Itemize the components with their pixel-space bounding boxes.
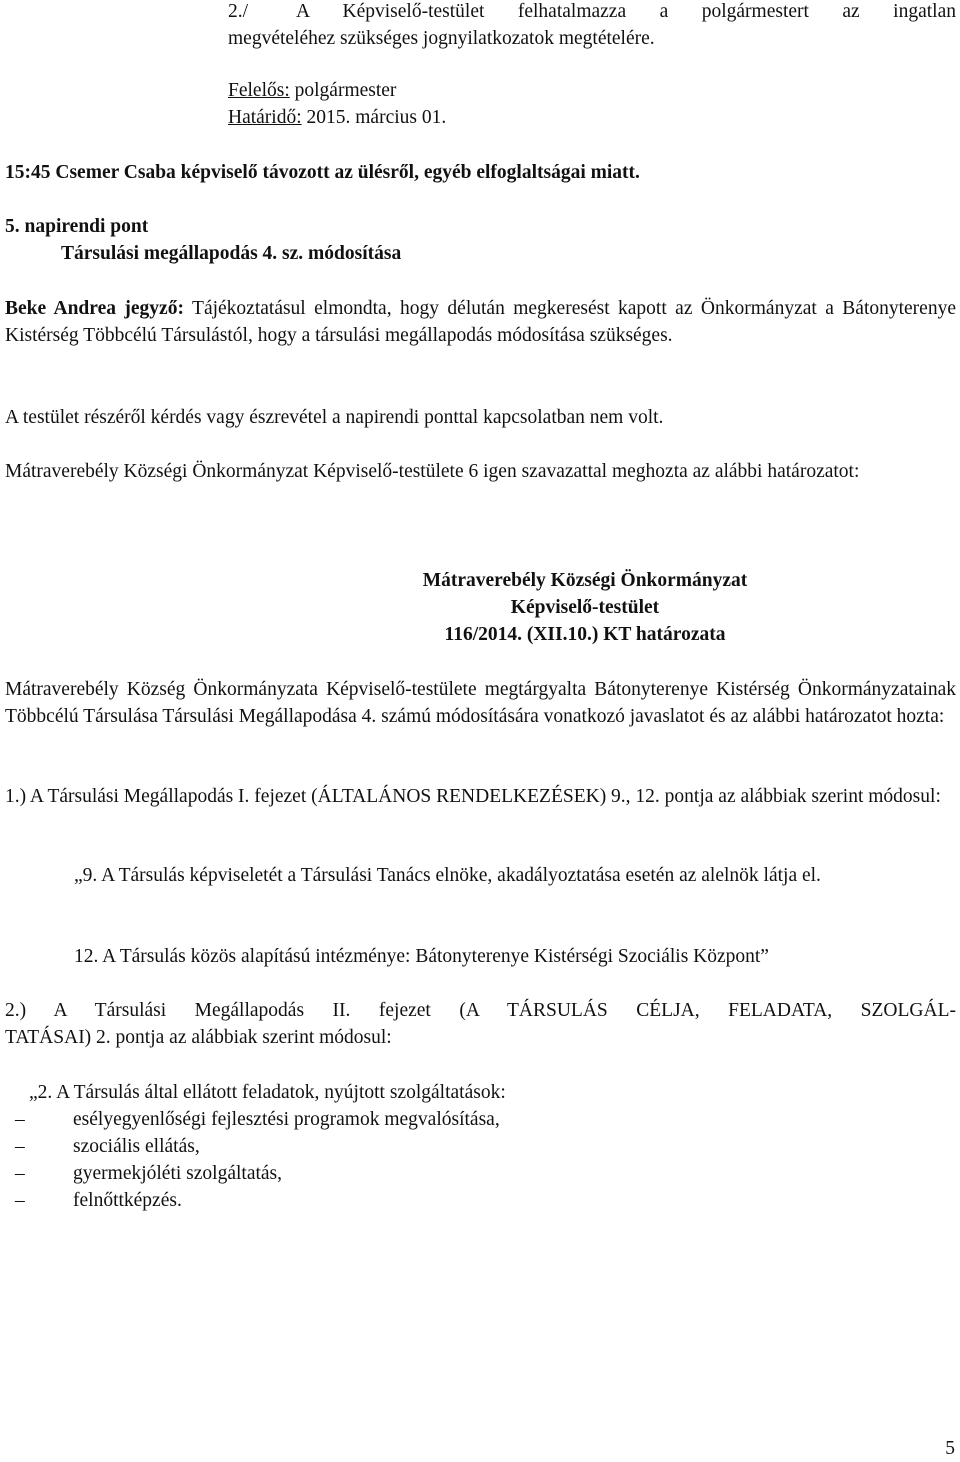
- responsible-deadline: [228, 77, 956, 131]
- agenda-number: 5. napirendi pont: [5, 216, 149, 237]
- task-item: – felnőttképzés.: [5, 1187, 956, 1214]
- quote-point-2-intro: „2. A Társulás által ellátott feladatok, nyújtott szolgáltatások:: [29, 1082, 506, 1103]
- resolution-intro: Mátraverebély Község Önkormányzata Képviselő-testülete megtárgyalta Bátonyterenye Kistérség Önkormányzatainak Többcélú Társulása Társulási Megállapodása 4. számú módosítására vonatkozó javaslatot és az alábbi határozatot hozta:: [5, 679, 956, 727]
- item2-line2: TATÁSAI) 2. pontja az alábbiak szerint módosul:: [5, 1027, 392, 1048]
- amendment-item-2: [5, 997, 956, 1051]
- agenda-title: Társulási megállapodás 4. sz. módosítása: [61, 243, 402, 264]
- departure-note: 15:45 Csemer Csaba képviselő távozott az ülésről, egyéb elfoglaltságai miatt.: [5, 162, 640, 183]
- quote-point-2: [29, 1079, 956, 1106]
- task-item: – gyermekjóléti szolgáltatás,: [5, 1160, 956, 1187]
- notary-statement: [5, 295, 956, 349]
- responsible-label: Felelős:: [228, 80, 290, 101]
- no-questions-note: A testület részéről kérdés vagy észrevétel a napirendi ponttal kapcsolatban nem volt.: [5, 407, 664, 428]
- agenda-item: [5, 213, 956, 267]
- responsible-value: polgármester: [294, 80, 397, 101]
- item1-text: 1.) A Társulási Megállapodás I. fejezet (ÁLTALÁNOS RENDELKEZÉSEK) 9., 12. pontja az alábbiak szerint módosul:: [5, 786, 941, 807]
- deadline-value: 2015. március 01.: [306, 107, 447, 128]
- amendment-item-1: [5, 783, 956, 810]
- deadline-label: Határidő:: [228, 107, 302, 128]
- resolution-header: [210, 567, 960, 648]
- resolution-header-line3: 116/2014. (XII.10.) KT határozata: [444, 624, 726, 645]
- task-item: – esélyegyenlőségi fejlesztési programok megvalósítása,: [5, 1106, 956, 1133]
- task-item: – szociális ellátás,: [5, 1133, 956, 1160]
- notary-text: Tájékoztatásul elmondta, hogy délután megkeresést kapott az Önkormányzat a Bátonyterenye Kistérség Többcélú Társulástól, hogy a társulási megállapodás módosítása szükséges.: [5, 298, 956, 346]
- resolution-point-2: [228, 0, 956, 52]
- dash-icon: –: [15, 1163, 25, 1184]
- point-text-line2: megvételéhez szükséges jognyilatkozatok megtételére.: [228, 28, 655, 49]
- page-number: 5: [945, 1438, 955, 1459]
- task-list: [5, 1106, 956, 1214]
- resolution-header-line1: Mátraverebély Községi Önkormányzat: [422, 570, 748, 591]
- point-number: 2./: [228, 1, 249, 22]
- dash-icon: –: [15, 1136, 25, 1157]
- quote-point-12: 12. A Társulás közös alapítású intézménye: Bátonyterenye Kistérségi Szociális Központ”: [74, 946, 769, 967]
- item2-line1: 2.) A Társulási Megállapodás II. fejezet (A TÁRSULÁS CÉLJA, FELADATA, SZOLGÁL-: [5, 1000, 956, 1021]
- resolution-header-line2: Képviselő-testület: [510, 597, 660, 618]
- notary-name: Beke Andrea jegyző:: [5, 298, 184, 319]
- dash-icon: –: [15, 1109, 25, 1130]
- dash-icon: –: [15, 1190, 25, 1211]
- vote-statement: Mátraverebély Községi Önkormányzat Képviselő-testülete 6 igen szavazattal meghozta az alábbi határozatot:: [5, 461, 860, 482]
- quote-point-9: „9. A Társulás képviseletét a Társulási Tanács elnöke, akadályoztatása esetén az alelnök látja el.: [74, 865, 821, 886]
- point-text-line1: A Képviselő-testület felhatalmazza a polgármestert az ingatlan: [296, 1, 956, 22]
